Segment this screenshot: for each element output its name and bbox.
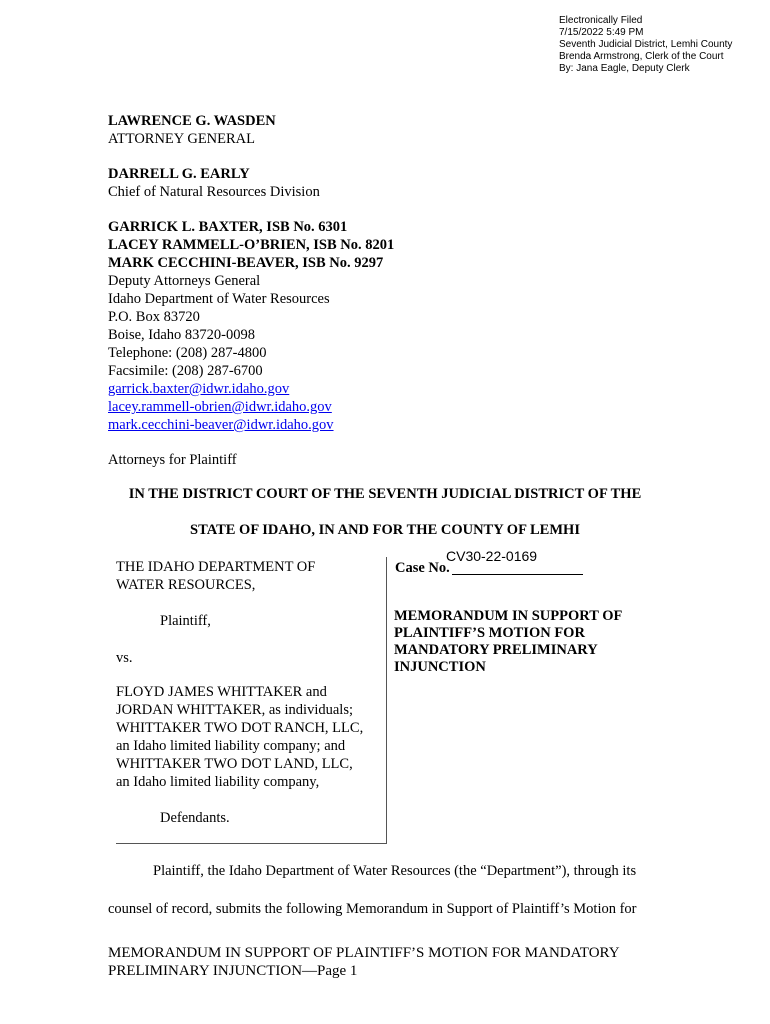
stamp-line: Brenda Armstrong, Clerk of the Court bbox=[559, 51, 724, 62]
facsimile: Facsimile: (208) 287-6700 bbox=[108, 363, 263, 379]
document-title: MEMORANDUM IN SUPPORT OF PLAINTIFF’S MOTION FOR MANDATORY PRELIMINARY INJUNCTION bbox=[394, 608, 623, 675]
attorney-block bbox=[108, 112, 394, 469]
body-paragraph-line: counsel of record, submits the following Memorandum in Support of Plaintiff’s Motion for bbox=[108, 901, 637, 917]
caption-divider bbox=[116, 843, 387, 844]
stamp-line: Electronically Filed bbox=[559, 15, 643, 26]
plaintiff-name: THE IDAHO DEPARTMENT OF WATER RESOURCES, bbox=[116, 559, 316, 593]
versus: vs. bbox=[116, 650, 133, 666]
telephone: Telephone: (208) 287-4800 bbox=[108, 345, 267, 361]
stamp-line: 7/15/2022 5:49 PM bbox=[559, 27, 644, 38]
department-name: Idaho Department of Water Resources bbox=[108, 291, 330, 307]
ag-title: ATTORNEY GENERAL bbox=[108, 131, 256, 147]
defendant-label: Defendants. bbox=[160, 810, 230, 826]
court-title-line: STATE OF IDAHO, IN AND FOR THE COUNTY OF LEMHI bbox=[190, 522, 580, 538]
email-link[interactable]: lacey.rammell-obrien@idwr.idaho.gov bbox=[108, 399, 332, 415]
chief-title: Chief of Natural Resources Division bbox=[108, 184, 320, 200]
case-label: Case No. bbox=[395, 560, 450, 576]
stamp-line: By: Jana Eagle, Deputy Clerk bbox=[559, 63, 690, 74]
po-box: P.O. Box 83720 bbox=[108, 309, 200, 325]
deputy-name: LACEY RAMMELL-O’BRIEN, ISB No. 8201 bbox=[108, 237, 395, 253]
deputy-name: GARRICK L. BAXTER, ISB No. 6301 bbox=[108, 219, 348, 235]
defendant-names: FLOYD JAMES WHITTAKER and JORDAN WHITTAKER, as individuals; WHITTAKER TWO DOT RANCH, LLC, an Idaho limited liability company; and WHITTAKER TWO DOT LAND, LLC, an Idaho limited liability company, bbox=[116, 684, 364, 790]
filing-stamp bbox=[559, 15, 732, 75]
caption-divider bbox=[386, 557, 387, 844]
email-link[interactable]: mark.cecchini-beaver@idwr.idaho.gov bbox=[108, 417, 334, 433]
city-line: Boise, Idaho 83720-0098 bbox=[108, 327, 255, 343]
attorneys-for: Attorneys for Plaintiff bbox=[108, 452, 237, 468]
deputy-name: MARK CECCHINI-BEAVER, ISB No. 9297 bbox=[108, 255, 384, 271]
ag-name: LAWRENCE G. WASDEN bbox=[108, 113, 276, 129]
case-number-line bbox=[452, 574, 583, 575]
body-paragraph-line: Plaintiff, the Idaho Department of Water Resources (the “Department”), through its bbox=[153, 863, 637, 879]
email-link[interactable]: garrick.baxter@idwr.idaho.gov bbox=[108, 381, 290, 397]
deputy-title: Deputy Attorneys General bbox=[108, 273, 261, 289]
plaintiff-label: Plaintiff, bbox=[160, 613, 211, 629]
stamp-line: Seventh Judicial District, Lemhi County bbox=[559, 39, 733, 50]
court-title-line: IN THE DISTRICT COURT OF THE SEVENTH JUDICIAL DISTRICT OF THE bbox=[128, 486, 642, 502]
chief-name: DARRELL G. EARLY bbox=[108, 166, 250, 182]
page-footer: MEMORANDUM IN SUPPORT OF PLAINTIFF’S MOTION FOR MANDATORY PRELIMINARY INJUNCTION—Page 1 bbox=[108, 945, 620, 979]
case-number: CV30-22-0169 bbox=[446, 548, 538, 564]
